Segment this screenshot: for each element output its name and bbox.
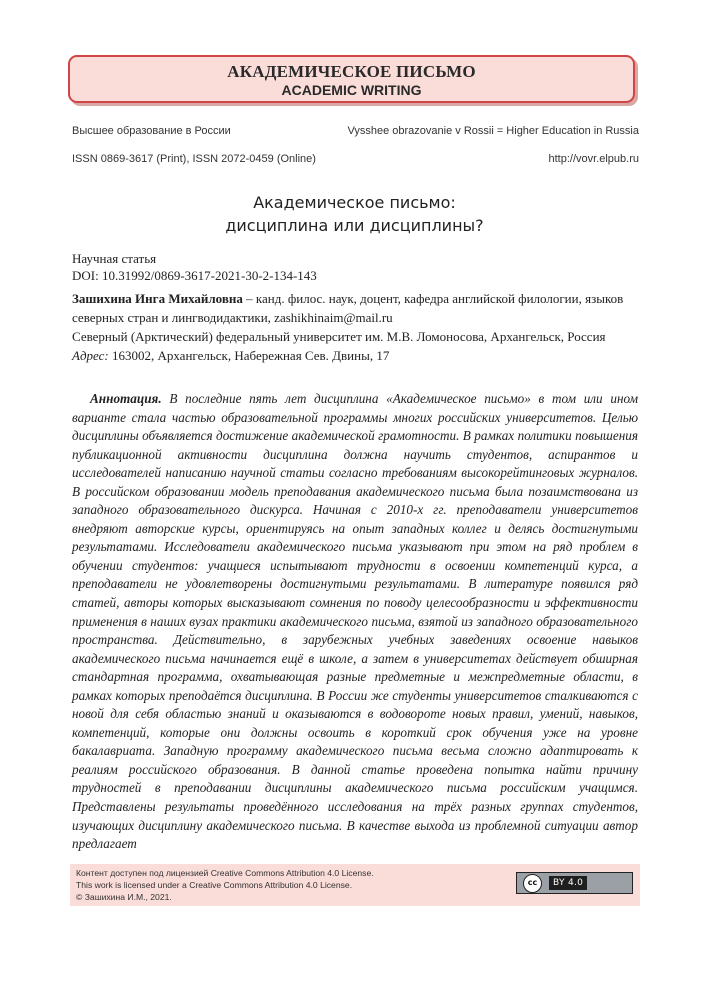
abstract-label: Аннотация. <box>90 391 162 406</box>
issn: ISSN 0869-3617 (Print), ISSN 2072-0459 (Online) <box>72 153 316 165</box>
section-title-ru: АКАДЕМИЧЕСКОЕ ПИСЬМО <box>227 62 476 81</box>
journal-name-ru: Высшее образование в России <box>72 125 231 137</box>
author-details: – канд. филос. наук, доцент, кафедра английской филологии, языков северных стран и лингводидактики, zashikhinaim@mail.ru <box>72 291 624 325</box>
section-title-en: ACADEMIC WRITING <box>281 82 422 98</box>
author-name: Зашихина Инга Михайловна <box>72 291 243 306</box>
section-banner <box>68 55 635 103</box>
license-line-en: This work is licensed under a Creative Commons Attribution 4.0 License. <box>76 880 353 890</box>
article-type: Научная статья <box>72 251 157 266</box>
article-title-line2: дисциплина или дисциплины? <box>225 216 484 235</box>
cc-icon: cc <box>523 874 542 893</box>
article-title <box>0 191 709 237</box>
author-affiliation: Северный (Арктический) федеральный университет им. М.В. Ломоносова, Архангельск, Россия <box>72 329 606 344</box>
author-block <box>72 289 642 365</box>
journal-url[interactable]: http://vovr.elpub.ru <box>548 153 639 165</box>
article-title-line1: Академическое письмо: <box>253 193 456 212</box>
abstract <box>72 390 638 854</box>
copyright: © Зашихина И.М., 2021. <box>76 892 172 902</box>
author-address-line <box>72 346 642 365</box>
cc-badge-label: BY 4.0 <box>549 876 587 890</box>
address-label: Адрес: <box>72 348 109 363</box>
article-doi[interactable]: DOI: 10.31992/0869-3617-2021-30-2-134-143 <box>72 268 317 283</box>
cc-by-badge[interactable] <box>516 872 633 894</box>
license-line-ru: Контент доступен под лицензией Creative Commons Attribution 4.0 License. <box>76 868 374 878</box>
author-address: 163002, Архангельск, Набережная Сев. Двины, 17 <box>108 348 390 363</box>
journal-name-en: Vysshee obrazovanie v Rossii = Higher Education in Russia <box>347 125 639 137</box>
abstract-text: В последние пять лет дисциплина «Академическое письмо» в том или ином варианте стала частью образовательной программы многих российских университетов. Целью дисциплины объявляется достижение академической грамотности. В рамках политики повышения публикационной активности дисциплина должна научить студентов, аспирантов и исследователей написанию научной статьи согласно требованиям высокорейтинговых журналов. В российском образовании модель преподавания академического письма была позаимствована из западного образовательного дискурса. Начиная с 2010-х гг. преподаватели университетов внедряют авторские курсы, ориентируясь на опыт западных коллег и делясь достигнутыми результатами. Исследователи академического письма указывают при этом на ряд проблем в обучении студентов: учащиеся испытывают трудности в освоении компетенций курса, а преподаватели не удовлетворены достигнутыми результатами. В литературе появился ряд статей, авторы которых высказывают сомнения по поводу целесообразности и эффективности применения в наших вузах практики академического письма, взятой из западного образовательного пространства. Действительно, в зарубежных учебных заведениях освоение навыков академического письма начинается ещё в школе, а затем в университетах действует обширная стандартная программа, охватывающая разные предметные и межпредметные области, в рамках которых преподаётся дисциплина. В России же студенты университетов сталкиваются с новой для себя областью знаний и оказываются в водовороте новых правил, умений, навыков, компетенций, которые они должны освоить в короткий срок обучения уже на уровне бакалавриата. Западную программу академического письма весьма сложно адаптировать к реалиям российского образования. В данной статье проведена попытка найти причину трудностей в преподавании дисциплины академического письма российским учащимся. Представлены результаты проведённого исследования на трёх разных группах студентов, изучающих дисциплину академического письма. В качестве выхода из проблемной ситуации автор предлагает <box>72 391 638 852</box>
author-line <box>72 289 642 327</box>
license-box <box>70 864 640 906</box>
